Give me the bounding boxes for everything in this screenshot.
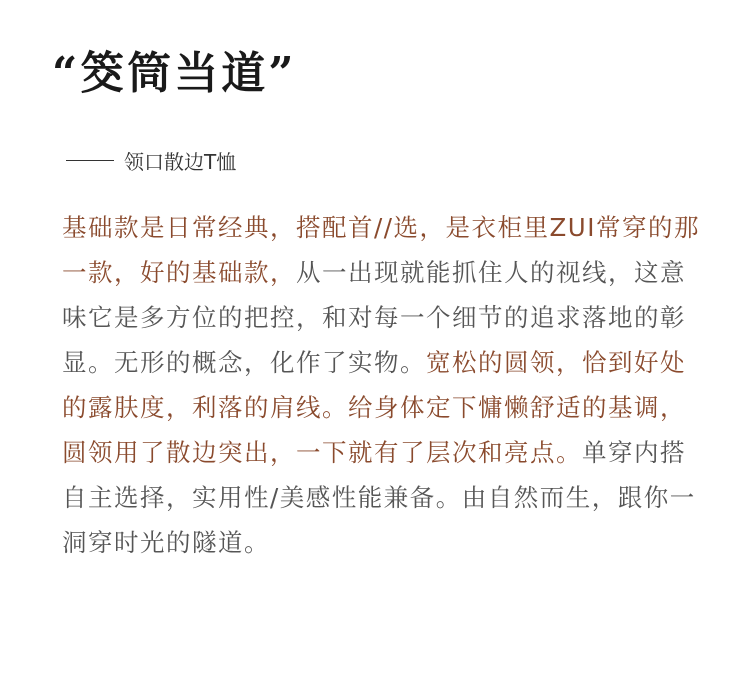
page-title: “筊筒当道” [52,48,297,99]
subtitle [66,144,236,176]
paragraph-segment: 从一出现就能抓住人的视线，这意味它是多方位的把控，和对每一个细节的追求落地的彰显。无形的概念，化作了实物。 [62,258,686,377]
paragraph-segment: 单穿内搭自主选择，实用性/美感性能兼备。由自然而生，跟你一洞穿时光的隧道。 [62,438,696,557]
subtitle-dash [66,160,114,161]
paragraph-segment-accent: 宽松的圆领，恰到好处的露肤度，利落的肩线。给身体定下慵懒舒适的基调，圆领用了散边突出，一下就有了层次和亮点。 [62,348,686,467]
subtitle-text: 领口散边T恤 [124,149,237,174]
paragraph-segment-accent: 基础款是日常经典，搭配首//选，是衣柜里ZUI常穿的那一款，好的基础款， [62,213,700,287]
body-paragraph [62,205,702,565]
